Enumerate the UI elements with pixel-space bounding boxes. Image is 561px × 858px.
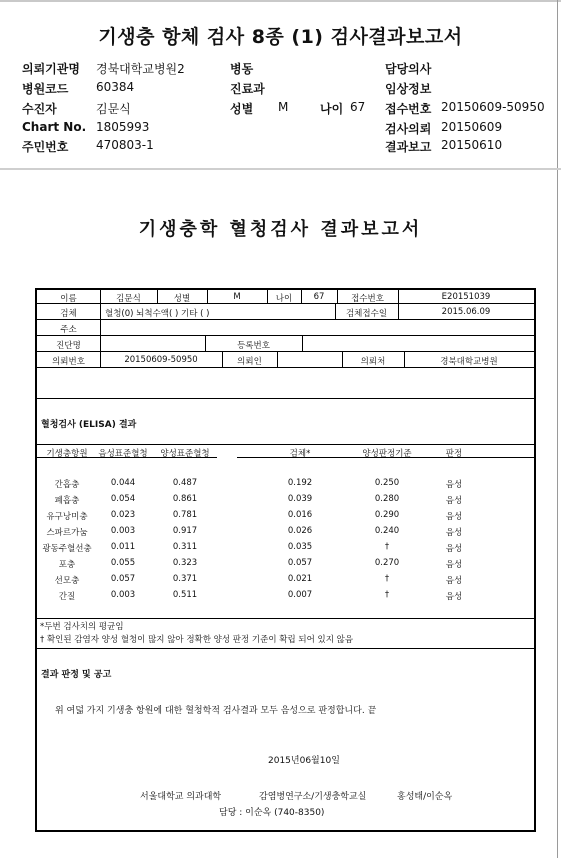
conclusion-title: 결과 판정 및 공고 [41, 670, 112, 680]
cell-pos: 0.487 [172, 478, 198, 488]
conclusion-text: 위 여덟 가지 기생충 항원에 대한 혈청학적 검사결과 모두 음성으로 판정합니다. 끝 [55, 706, 377, 716]
request-no-value: 20150609-50950 [124, 355, 198, 365]
request-date-value: 20150609 [441, 120, 503, 134]
requester-label: 의뢰인 [237, 357, 262, 367]
cell-sample: 0.007 [287, 590, 313, 600]
institution-value: 경북대학교병원2 [96, 62, 185, 76]
cell-result: 음성 [445, 528, 463, 538]
cell-cutoff: 0.290 [374, 510, 400, 520]
grid-line [37, 648, 534, 649]
cell-sample: 0.026 [287, 526, 313, 536]
cell-pos: 0.861 [172, 494, 198, 504]
cell-sample: 0.035 [287, 542, 313, 552]
cell-sample: 0.016 [287, 510, 313, 520]
cell-result: 음성 [445, 592, 463, 602]
collector-label: 수진자 [22, 102, 57, 116]
col-header-antigen: 기생충항원 [46, 449, 88, 459]
request-date-label: 검사의뢰 [385, 122, 432, 136]
cell-pos: 0.371 [172, 574, 198, 584]
cell-result: 음성 [445, 576, 463, 586]
age-value: 67 [350, 100, 366, 114]
resident-no-label: 주민번호 [22, 140, 69, 154]
sex-value: M [233, 292, 241, 302]
institution-label: 의뢰기관명 [22, 62, 80, 76]
cell-neg: 0.054 [110, 494, 136, 504]
signers: 홍성태/이순옥 [397, 792, 453, 802]
age-label: 나이 [275, 294, 293, 304]
chart-no-label: Chart No. [22, 120, 87, 134]
cell-cutoff: 0.240 [374, 526, 400, 536]
cell-sample: 0.192 [287, 478, 313, 488]
cell-antigen: 유구낭미충 [46, 512, 88, 522]
cell-cutoff: 0.270 [374, 558, 400, 568]
grid-line [277, 351, 278, 367]
cell-antigen: 광동주혈선충 [42, 544, 92, 554]
request-place-label: 의뢰처 [360, 357, 386, 367]
cell-neg: 0.057 [110, 574, 136, 584]
cell-antigen: 스파르가눔 [46, 528, 88, 538]
cell-result: 음성 [445, 544, 463, 554]
report-box [35, 288, 536, 832]
top-border [0, 0, 561, 2]
cell-cutoff: 0.250 [374, 478, 400, 488]
name-value: 김문식 [116, 294, 141, 304]
org-name: 서울대학교 의과대학 [140, 792, 222, 802]
receipt-no-value: 20150609-50950 [441, 100, 545, 114]
hospital-code-label: 병원코드 [22, 82, 69, 96]
col-header-result: 판정 [445, 449, 463, 459]
section-divider [0, 168, 561, 170]
collector-value: 김문식 [96, 102, 131, 116]
grid-line [37, 319, 534, 320]
receipt-no-label: 접수번호 [385, 102, 432, 116]
right-border [557, 0, 558, 858]
col-header-neg: 음성표준혈청 [98, 449, 148, 459]
cell-result: 음성 [445, 512, 463, 522]
reg-no-label: 등록번호 [237, 341, 270, 351]
department-label: 진료과 [230, 82, 265, 96]
receipt-label: 접수번호 [351, 294, 384, 304]
hospital-code-value: 60384 [96, 80, 135, 94]
cell-result: 음성 [445, 496, 463, 506]
cell-neg: 0.003 [110, 526, 136, 536]
diagnosis-label: 진단명 [56, 341, 81, 351]
cell-cutoff: † [384, 590, 390, 600]
clinical-info-label: 임상정보 [385, 82, 432, 96]
grid-line [37, 367, 534, 368]
request-no-label: 의뢰번호 [52, 357, 85, 367]
cell-cutoff: † [384, 542, 390, 552]
address-label: 주소 [60, 325, 77, 335]
cell-pos: 0.781 [172, 510, 198, 520]
cell-sample: 0.021 [287, 574, 313, 584]
doctor-label: 담당의사 [385, 62, 432, 76]
cell-antigen: 폐흡충 [54, 496, 80, 506]
contact: 담당 : 이순옥 (740-8350) [219, 808, 325, 818]
col-header-sample: 검체* [289, 449, 311, 459]
cell-neg: 0.003 [110, 590, 136, 600]
resident-no-value: 470803-1 [96, 138, 154, 152]
grid-line [37, 444, 534, 445]
specimen-value: 혈청(0) 뇌척수액( ) 기타 ( ) [105, 309, 210, 319]
ward-label: 병동 [230, 62, 254, 76]
grid-line [302, 335, 303, 351]
sex-label: 성별 [230, 102, 254, 116]
grid-line [37, 618, 534, 619]
sex-value: M [278, 100, 289, 114]
col-header-pos: 양성표준혈청 [160, 449, 210, 459]
grid-line [37, 398, 534, 399]
age-value: 67 [313, 292, 325, 302]
dept-name: 감염병연구소/기생충학교실 [259, 792, 367, 802]
cell-neg: 0.055 [110, 558, 136, 568]
cell-pos: 0.323 [172, 558, 198, 568]
cell-neg: 0.011 [110, 542, 136, 552]
page-title: 기생충 항체 검사 8종 (1) 검사결과보고서 [98, 26, 463, 48]
cell-sample: 0.039 [287, 494, 313, 504]
cell-cutoff: † [384, 574, 390, 584]
footnote-dagger: † 확인된 감염자 양성 혈청이 많지 않아 정확한 양성 판정 기준이 확립 되어 있지 않음 [40, 635, 354, 645]
results-section-title: 혈청검사 (ELISA) 결과 [41, 420, 137, 430]
cell-antigen: 선모충 [54, 576, 80, 586]
specimen-date-value: 2015.06.09 [441, 307, 491, 317]
chart-no-value: 1805993 [96, 120, 150, 134]
age-label: 나이 [320, 102, 344, 116]
specimen-date-label: 검체접수일 [345, 309, 388, 319]
grid-line [37, 335, 534, 336]
cell-antigen: 간흡충 [54, 480, 80, 490]
request-place-value: 경북대학교병원 [440, 357, 498, 367]
name-label: 이름 [60, 294, 77, 304]
footnote-average: *두번 검사치의 평균임 [40, 622, 124, 632]
report-title: 기생충학 혈청검사 결과보고서 [138, 219, 423, 240]
cell-cutoff: 0.280 [374, 494, 400, 504]
report-date-value: 20150610 [441, 138, 503, 152]
cell-result: 음성 [445, 480, 463, 490]
receipt-value: E20151039 [441, 292, 491, 302]
cell-sample: 0.057 [287, 558, 313, 568]
col-header-cutoff: 양성판정기준 [362, 449, 412, 459]
cell-pos: 0.511 [172, 590, 198, 600]
report-date-label: 결과보고 [385, 140, 432, 154]
cell-result: 음성 [445, 560, 463, 570]
cell-antigen: 포충 [58, 560, 76, 570]
cell-pos: 0.311 [172, 542, 198, 552]
cell-antigen: 간질 [58, 592, 76, 602]
sex-label: 성별 [173, 294, 191, 304]
cell-neg: 0.023 [110, 510, 136, 520]
grid-line [37, 351, 534, 352]
report-date: 2015년06월10일 [268, 756, 340, 766]
cell-neg: 0.044 [110, 478, 136, 488]
cell-pos: 0.917 [172, 526, 198, 536]
specimen-label: 검체 [60, 309, 77, 319]
